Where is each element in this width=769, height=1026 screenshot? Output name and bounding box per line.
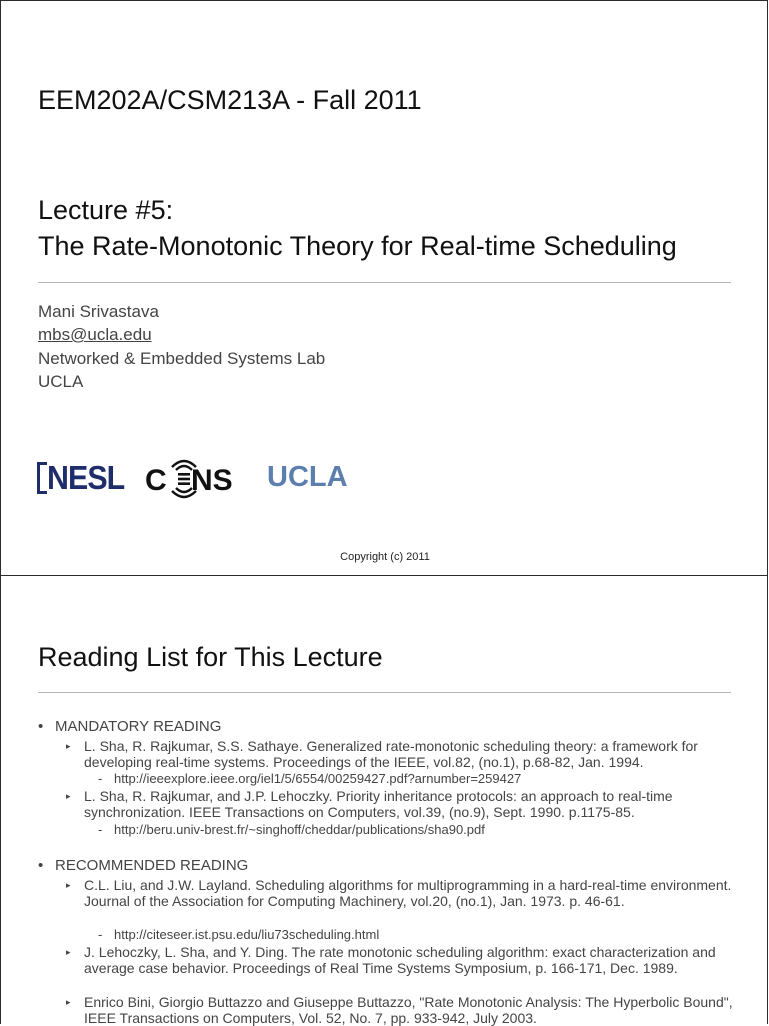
reference-item [66,877,736,909]
reference-link[interactable] [98,927,379,942]
reference-url: http://citeseer.ist.psu.edu/liu73scheduling.html [114,927,380,942]
dash-bullet-icon: - [98,822,103,837]
ucla-logo: UCLA [267,461,348,493]
reference-item [66,788,736,820]
lecture-number: Lecture #5: [38,195,174,225]
reference-link[interactable] [98,771,521,786]
cens-logo-bar [178,482,190,485]
recommended-heading [38,857,248,874]
author-lab: Networked & Embedded Systems Lab [38,349,326,368]
triangle-bullet-icon: ▸ [66,997,71,1007]
reference-text: L. Sha, R. Rajkumar, S.S. Sathaye. Generalized rate-monotonic scheduling theory: a framework for developing real-time systems. Proceedings of the IEEE, vol.82, (no.1), p.68-82, Jan. 1994. [84,738,698,770]
reference-item [66,738,736,770]
reading-list-divider [38,692,731,693]
nesl-logo-bracket [37,462,47,494]
lecture-title: The Rate-Monotonic Theory for Real-time Scheduling [38,231,677,261]
cens-logo-bar [178,473,190,476]
cens-logo-arc [176,466,192,470]
bullet-icon: • [38,718,44,735]
mandatory-heading [38,718,221,735]
reference-text: J. Lehoczky, L. Sha, and Y. Ding. The rate monotonic scheduling algorithm: exact characterization and average case behavior. Proceedings of Real Time Systems Symposium, p. 166-171, Dec. 1989. [84,944,716,976]
title-divider [38,282,731,283]
reference-url: http://ieeexplore.ieee.org/iel1/5/6554/00259427.pdf?arnumber=259427 [114,771,522,786]
reference-url: http://beru.univ-brest.fr/~singhoff/cheddar/publications/sha90.pdf [114,822,485,837]
cens-logo-arc [176,488,192,492]
author-email-link[interactable]: mbs@ucla.edu [38,325,152,344]
reference-link[interactable] [98,822,485,837]
mandatory-heading-text: MANDATORY READING [55,718,222,735]
nesl-logo [37,461,131,495]
cens-logo-letter-c: C [145,464,167,497]
copyright-notice: Copyright (c) 2011 [340,551,430,563]
author-org: UCLA [38,372,84,391]
cens-logo-bar [178,478,190,481]
dash-bullet-icon: - [98,927,103,942]
reference-item [66,944,736,976]
cens-logo [142,453,233,503]
reference-item [66,994,736,1026]
reference-text: Enrico Bini, Giorgio Buttazzo and Giuseppe Buttazzo, "Rate Monotonic Analysis: The Hyperbolic Bound", IEEE Transactions on Computers, Vol. 52, No. 7, pp. 933-942, July 2003. [84,994,733,1026]
course-title: EEM202A/CSM213A - Fall 2011 [38,85,422,115]
nesl-logo-text: NESL [47,459,125,496]
reading-list-title: Reading List for This Lecture [38,642,383,672]
triangle-bullet-icon: ▸ [66,791,71,801]
triangle-bullet-icon: ▸ [66,947,71,957]
recommended-heading-text: RECOMMENDED READING [55,857,249,874]
triangle-bullet-icon: ▸ [66,880,71,890]
author-name: Mani Srivastava [38,302,159,321]
triangle-bullet-icon: ▸ [66,741,71,751]
bullet-icon: • [38,857,44,874]
reference-text: L. Sha, R. Rajkumar, and J.P. Lehoczky. Priority inheritance protocols: an approach to real-time synchronization. IEEE Transactions on Computers, vol.39, (no.9), Sept. 1990. p.1175-85. [84,788,673,820]
cens-logo-letters-ns: NS [191,464,233,497]
dash-bullet-icon: - [98,771,103,786]
reading-list-slide [0,575,768,1024]
reference-text: C.L. Liu, and J.W. Layland. Scheduling algorithms for multiprogramming in a hard-real-time environment. Journal of the Association for Computing Machinery, vol.20, (no.1), Jan. 1973. p. 46-61. [84,877,732,909]
